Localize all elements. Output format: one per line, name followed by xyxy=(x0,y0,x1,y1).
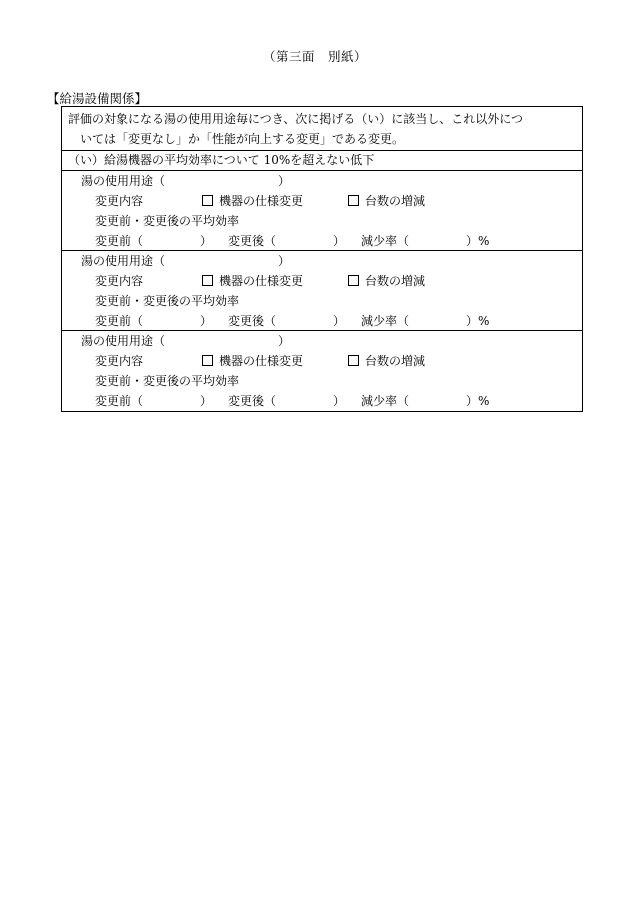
change-content-label: 変更内容 xyxy=(95,274,144,288)
hot-water-form-table xyxy=(61,106,583,412)
count-change-label: 台数の増減 xyxy=(365,194,426,208)
before-close: ） xyxy=(200,314,213,328)
after-close: ） xyxy=(333,314,346,328)
avg-efficiency-label: 変更前・変更後の平均効率 xyxy=(95,374,240,388)
usage-block-2 xyxy=(62,251,582,331)
intro-line-1: 評価の対象になる湯の使用用途毎につき、次に掲げる（い）に該当し、これ以外につ xyxy=(68,112,524,126)
reduction-close: ）% xyxy=(466,394,490,408)
spec-change-label: 機器の仕様変更 xyxy=(219,354,304,368)
reduction-close: ）% xyxy=(466,234,490,248)
before-close: ） xyxy=(200,234,213,248)
usage-block-3 xyxy=(62,331,582,411)
usage-close: ） xyxy=(278,174,291,188)
reduction-label: 減少率（ xyxy=(361,234,410,248)
avg-efficiency-label: 変更前・変更後の平均効率 xyxy=(95,214,240,228)
reduction-close: ）% xyxy=(466,314,490,328)
spec-change-checkbox[interactable] xyxy=(202,195,213,206)
before-label: 変更前（ xyxy=(95,314,144,328)
after-label: 変更後（ xyxy=(228,314,277,328)
usage-close: ） xyxy=(278,254,291,268)
usage-close: ） xyxy=(278,334,291,348)
after-close: ） xyxy=(333,234,346,248)
spec-change-label: 機器の仕様変更 xyxy=(219,194,304,208)
avg-efficiency-label: 変更前・変更後の平均効率 xyxy=(95,294,240,308)
reduction-label: 減少率（ xyxy=(361,314,410,328)
usage-label: 湯の使用用途（ xyxy=(81,334,166,348)
before-label: 変更前（ xyxy=(95,234,144,248)
count-change-checkbox[interactable] xyxy=(348,355,359,366)
before-close: ） xyxy=(200,394,213,408)
section-title: 【給湯設備関係】 xyxy=(47,91,148,106)
change-content-label: 変更内容 xyxy=(95,354,144,368)
usage-label: 湯の使用用途（ xyxy=(81,174,166,188)
intro-text xyxy=(62,107,582,151)
reduction-label: 減少率（ xyxy=(361,394,410,408)
count-change-label: 台数の増減 xyxy=(365,274,426,288)
usage-label: 湯の使用用途（ xyxy=(81,254,166,268)
intro-line-2: いては「変更なし」か「性能が向上する変更」である変更。 xyxy=(80,132,405,146)
count-change-label: 台数の増減 xyxy=(365,354,426,368)
before-label: 変更前（ xyxy=(95,394,144,408)
count-change-checkbox[interactable] xyxy=(348,195,359,206)
count-change-checkbox[interactable] xyxy=(348,275,359,286)
spec-change-checkbox[interactable] xyxy=(202,275,213,286)
after-close: ） xyxy=(333,394,346,408)
criterion-text: （い）給湯機器の平均効率について 10%を超えない低下 xyxy=(62,151,582,171)
change-content-label: 変更内容 xyxy=(95,194,144,208)
after-label: 変更後（ xyxy=(228,234,277,248)
usage-block-1 xyxy=(62,171,582,251)
spec-change-checkbox[interactable] xyxy=(202,355,213,366)
after-label: 変更後（ xyxy=(228,394,277,408)
page-header: （第三面 別紙） xyxy=(262,49,367,64)
spec-change-label: 機器の仕様変更 xyxy=(219,274,304,288)
